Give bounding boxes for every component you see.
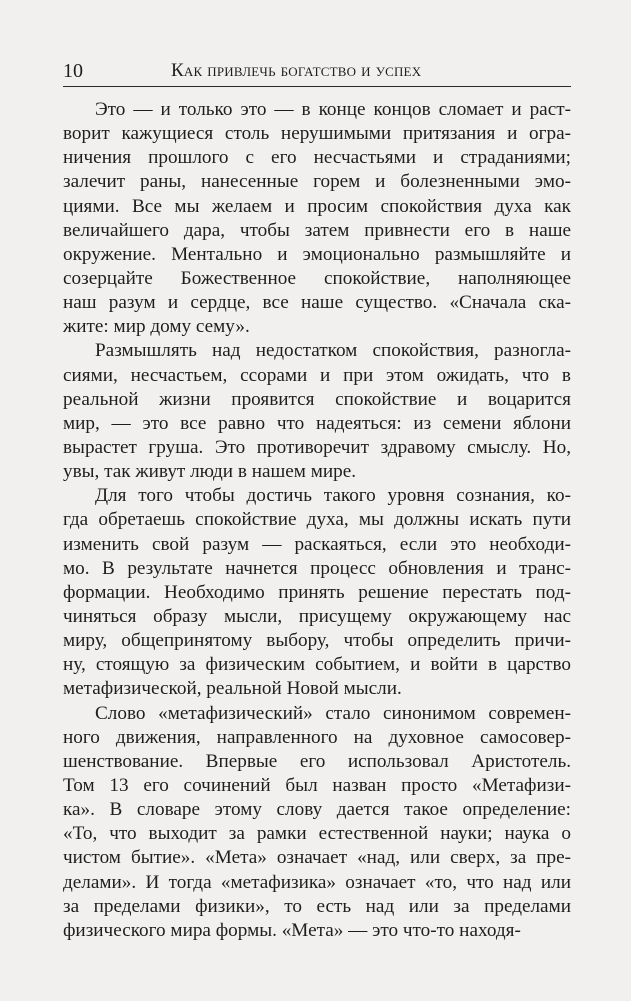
text-line: Слово «метафизический» стало синонимом современ- [95, 702, 571, 724]
body-text [63, 98, 571, 943]
text-line: ного движения, направленного на духовное самосовер- [63, 726, 571, 748]
paragraph [63, 98, 571, 339]
running-header [63, 58, 571, 88]
text-line: формации. Необходимо принять решение перестать под- [63, 581, 571, 603]
text-line: Том 13 его сочинений был назван просто «Метафизи- [63, 774, 571, 796]
text-line: ка». В словаре этому слову дается такое определение: [63, 799, 571, 821]
text-line: циями. Все мы желаем и просим спокойствия духа как [63, 195, 571, 217]
text-line: шенствование. Впервые его использовал Аристотель. [63, 750, 571, 772]
text-line: метафизической, реальной Новой мысли. [63, 678, 402, 700]
text-line: ничения прошлого с его несчастьями и страданиями; [63, 147, 571, 169]
text-line: окружение. Ментально и эмоционально размышляйте и [63, 243, 571, 265]
text-line: гда обретаешь спокойствие духа, мы должны искать пути [63, 509, 571, 531]
text-line: величайшего дара, чтобы затем привнести его в наше [63, 219, 571, 241]
text-line: Это — и только это — в конце концов сломает и раст- [95, 99, 571, 120]
text-line: ну, стоящую за физическим событием, и войти в царство [63, 654, 571, 676]
paragraph [63, 484, 571, 701]
text-line: за пределами физики», то есть над или за пределами [63, 895, 571, 917]
text-line: наш разум и сердце, все наше существо. «Сначала ска- [63, 292, 571, 314]
page-number: 10 [63, 60, 83, 82]
text-line: жите: мир дому сему». [63, 316, 250, 338]
text-line: вырастет груша. Это противоречит здравому смыслу. Но, [63, 436, 571, 458]
text-line: сиями, несчастьем, ссорами и при этом ожидать, что в [63, 364, 571, 386]
text-line: изменить свой разум — раскаяться, если это необходи- [63, 533, 571, 555]
text-line: чистом бытие». «Мета» означает «над, или сверх, за пре- [63, 847, 571, 869]
text-line: «То, что выходит за рамки естественной науки; наука о [63, 823, 571, 845]
text-line: мир, — это все равно что надеяться: из семени яблони [63, 412, 571, 434]
text-line: залечит раны, нанесенные горем и болезненными эмо- [63, 171, 571, 193]
text-line: Для того чтобы достичь такого уровня сознания, ко- [95, 485, 571, 507]
text-line: мо. В результате начнется процесс обновления и транс- [63, 557, 571, 579]
paragraph [63, 339, 571, 484]
text-line: увы, так живут люди в нашем мире. [63, 461, 357, 483]
text-line: миру, общепринятому выбору, чтобы определить причи- [63, 630, 571, 652]
text-line: делами». И тогда «метафизика» означает «то, что над или [63, 871, 571, 893]
running-title: Как привлечь богатство и успех [171, 60, 422, 81]
text-line: физического мира формы. «Мета» — это что-то находя- [63, 919, 521, 941]
text-line: Размышлять над недостатком спокойствия, разногла- [95, 340, 571, 362]
text-line: реальной жизни проявится спокойствие и воцарится [63, 388, 571, 410]
text-line: ворит кажущиеся столь нерушимыми притязания и огра- [63, 123, 571, 145]
header-rule [63, 86, 571, 87]
text-line: созерцайте Божественное спокойствие, наполняющее [63, 267, 571, 289]
paragraph [63, 702, 571, 943]
text-line: чиняться образу мысли, присущему окружающему нас [63, 605, 571, 627]
